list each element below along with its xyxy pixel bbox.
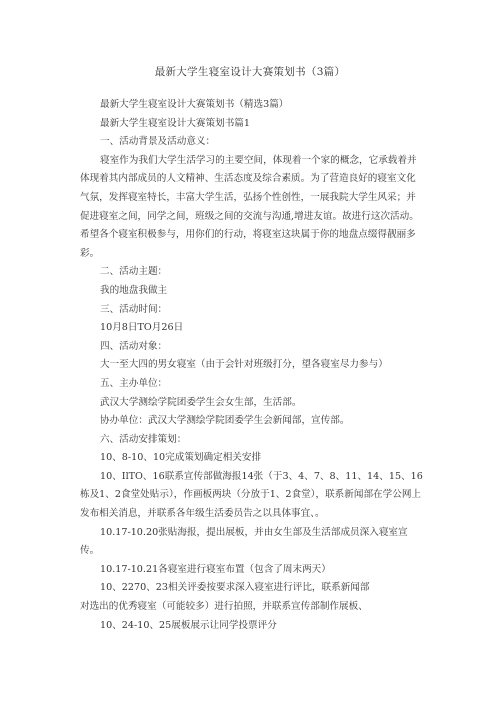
document-title: 最新大学生寝室设计大赛策划书（3篇） <box>154 66 346 78</box>
schedule-item-continuation: 对选出的优秀寝室（可能较多）进行拍照，并联系宣传部制作展板、 <box>80 601 368 613</box>
co-organizer-text: 协办单位：武汉大学测绘学院团委学生会新闻部，宣传部。 <box>100 415 350 427</box>
schedule-item: 10、IlTO、16联系宣传部做海报14张（于3、4、7、8、11、14、15、16栋及1、2食堂处贴示），作画板两块（分放于1、2食堂），联系新闻部在学公网上发布相关消息，并联系各年级生活委员告之以具体事宜、。 <box>80 470 423 520</box>
article-title: 最新大学生寝室设计大赛策划书篇1 <box>100 117 251 129</box>
section-heading-audience: 四、活动对象： <box>100 340 168 352</box>
activity-time: 10月8日TO月26日 <box>100 322 184 334</box>
activity-theme: 我的地盘我做主 <box>100 284 168 296</box>
organizer-text: 武汉大学测绘学院团委学生会女生部，生活部。 <box>100 396 302 408</box>
activity-audience: 大一至大四的男女寝室（由于会针对班级打分，望各寝室尽力参与） <box>100 359 388 371</box>
background-paragraph: 寝室作为我们大学生活学习的主要空间，体现着一个家的概念，它承载着并体现着其内部成员的人文精神、生活态度及综合素质。为了营造良好的寝室文化气氛，发挥寝室特长，丰富大学生活，弘扬个性创性，一展我院大学生风采；并促进寝室之间，同学之间，班级之间的交流与沟通,增进友谊。故进行这次活动。希望各个寝室积极参与，用你们的行动，将寝室这块属于你的地盘点缀得靓丽多彩。 <box>80 154 419 259</box>
schedule-item: 10、2270、23相关评委按要求深入寝室进行评比，联系新闻部 <box>100 582 370 594</box>
document-body <box>80 96 425 635</box>
schedule-item: 10.17-10.20张贴海报，提出展板，并由女生部及生活部成员深入寝室宣传。 <box>80 526 408 557</box>
section-heading-organizer: 五、主办单位： <box>100 377 168 389</box>
section-heading-time: 三、活动时间： <box>100 303 168 315</box>
schedule-item: 10.17-10.21各寝室进行寝室布置（包含了周末两天） <box>100 563 331 575</box>
section-heading-background: 一、活动背景及活动意义： <box>100 136 216 148</box>
collection-title: 最新大学生寝室设计大赛策划书（精选3篇） <box>100 99 289 110</box>
section-heading-theme: 二、活动主题： <box>100 266 168 278</box>
section-heading-schedule: 六、活动安排策划： <box>100 433 187 445</box>
schedule-item: 10、8-10、10完成策划确定相关安排 <box>100 452 262 464</box>
schedule-item: 10、24-10、25展板展示让同学投票评分 <box>100 619 277 631</box>
